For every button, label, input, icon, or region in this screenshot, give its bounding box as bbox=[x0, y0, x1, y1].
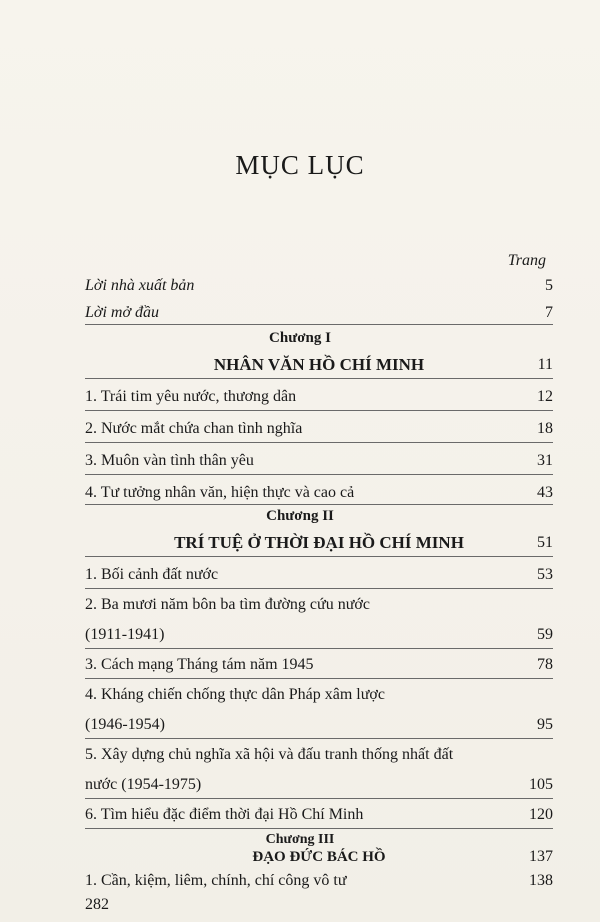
toc-entry-page: 53 bbox=[537, 566, 553, 583]
toc-entry-label: (1911-1941) bbox=[85, 626, 165, 643]
page-title: MỤC LỤC bbox=[235, 150, 365, 180]
toc-entry bbox=[85, 418, 553, 440]
toc-entry bbox=[85, 564, 553, 586]
toc-entry bbox=[85, 482, 553, 504]
divider bbox=[85, 798, 553, 799]
toc-front-entry bbox=[85, 275, 553, 297]
toc-entry-label: 3. Muôn vàn tình thân yêu bbox=[85, 452, 254, 469]
chapter-title: NHÂN VĂN HỒ CHÍ MINH bbox=[213, 355, 425, 374]
chapter-name bbox=[85, 354, 553, 376]
chapter-title: ĐẠO ĐỨC BÁC HỒ bbox=[252, 849, 386, 865]
toc-entry-page: 31 bbox=[537, 452, 553, 469]
toc-entry-label: 6. Tìm hiểu đặc điểm thời đại Hồ Chí Minh bbox=[85, 806, 364, 823]
page-column-header: Trang bbox=[507, 252, 546, 269]
divider bbox=[85, 678, 553, 679]
toc-entry bbox=[85, 594, 553, 616]
toc-entry-label: (1946-1954) bbox=[85, 716, 165, 733]
toc-entry bbox=[85, 744, 553, 766]
toc-entry-page: 18 bbox=[537, 420, 553, 437]
toc-entry-continuation bbox=[85, 714, 553, 736]
divider bbox=[85, 556, 553, 557]
toc-entry-label: 1. Bối cảnh đất nước bbox=[85, 566, 219, 583]
chapter-name bbox=[85, 532, 553, 554]
chapter-name bbox=[85, 848, 553, 866]
toc-entry-page: 43 bbox=[537, 484, 553, 501]
toc-entry-label: 2. Nước mắt chứa chan tình nghĩa bbox=[85, 420, 303, 437]
toc-entry-continuation bbox=[85, 774, 553, 796]
divider bbox=[85, 648, 553, 649]
chapter-page: 51 bbox=[537, 534, 553, 551]
toc-entry-label: Lời mở đầu bbox=[85, 304, 159, 321]
divider bbox=[85, 588, 553, 589]
toc-entry-page: 7 bbox=[545, 304, 553, 321]
divider bbox=[85, 324, 553, 325]
toc-entry bbox=[85, 872, 553, 890]
chapter-heading: Chương I bbox=[269, 330, 331, 346]
toc-entry-label: nước (1954-1975) bbox=[85, 776, 202, 793]
divider bbox=[85, 504, 553, 505]
divider bbox=[85, 474, 553, 475]
toc-entry-label: 2. Ba mươi năm bôn ba tìm đường cứu nước bbox=[85, 596, 370, 613]
divider bbox=[85, 442, 553, 443]
toc-entry-label: 4. Tư tưởng nhân văn, hiện thực và cao cả bbox=[85, 484, 355, 501]
toc-entry-label: 3. Cách mạng Tháng tám năm 1945 bbox=[85, 656, 314, 673]
toc-entry bbox=[85, 386, 553, 408]
toc-entry-page: 5 bbox=[545, 277, 553, 294]
toc-entry-page: 105 bbox=[529, 776, 553, 793]
divider bbox=[85, 738, 553, 739]
toc-entry-label: 1. Cần, kiệm, liêm, chính, chí công vô tư bbox=[85, 872, 347, 889]
toc-entry-page: 59 bbox=[537, 626, 553, 643]
toc-entry-label: 5. Xây dựng chủ nghĩa xã hội và đấu tranh thống nhất đất bbox=[85, 746, 454, 763]
divider bbox=[85, 828, 553, 829]
toc-entry-page: 12 bbox=[537, 388, 553, 405]
page-number: 282 bbox=[85, 896, 109, 913]
toc-front-entry bbox=[85, 302, 553, 324]
toc-entry bbox=[85, 450, 553, 472]
toc-entry-page: 138 bbox=[529, 872, 553, 889]
divider bbox=[85, 410, 553, 411]
toc-entry bbox=[85, 684, 553, 706]
toc-entry-page: 95 bbox=[537, 716, 553, 733]
chapter-heading: Chương III bbox=[265, 832, 335, 847]
toc-entry-label: 4. Kháng chiến chống thực dân Pháp xâm lược bbox=[85, 686, 385, 703]
chapter-page: 137 bbox=[529, 848, 553, 865]
toc-entry bbox=[85, 804, 553, 826]
toc-entry-label: 1. Trái tim yêu nước, thương dân bbox=[85, 388, 297, 405]
toc-entry-continuation bbox=[85, 624, 553, 646]
toc-entry-label: Lời nhà xuất bản bbox=[85, 277, 195, 294]
chapter-heading: Chương II bbox=[266, 508, 334, 524]
toc-entry-page: 78 bbox=[537, 656, 553, 673]
chapter-page: 11 bbox=[537, 356, 553, 373]
toc-entry bbox=[85, 654, 553, 676]
toc-entry-page: 120 bbox=[529, 806, 553, 823]
chapter-title: TRÍ TUỆ Ở THỜI ĐẠI HỒ CHÍ MINH bbox=[174, 533, 464, 552]
divider bbox=[85, 378, 553, 379]
